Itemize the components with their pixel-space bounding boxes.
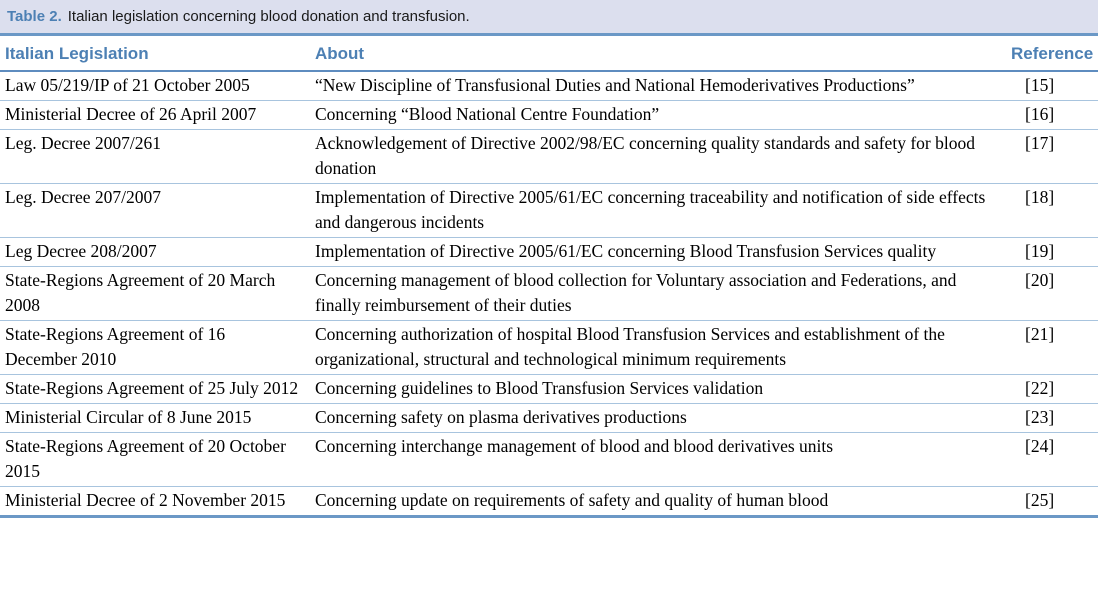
cell-reference: [15] (1011, 71, 1098, 101)
column-header-about: About (311, 36, 1011, 71)
cell-about: Concerning authorization of hospital Blood Transfusion Services and establishment of the organizational, structural and technological minimum requirements (311, 321, 1011, 375)
cell-about: Concerning update on requirements of safety and quality of human blood (315, 490, 829, 510)
cell-about: Concerning management of blood collection for Voluntary association and Federations, and finally reimbursement of their duties (311, 267, 1011, 321)
column-header-reference: Reference (1011, 36, 1098, 71)
legislation-table (0, 36, 1098, 518)
table-row (0, 101, 1098, 130)
column-header-italian-legislation: Italian Legislation (0, 36, 311, 71)
cell-legislation: State-Regions Agreement of 16 December 2010 (0, 321, 311, 375)
table-row (0, 184, 1098, 238)
table-row (0, 321, 1098, 375)
cell-reference: [18] (1011, 184, 1098, 238)
table-row (0, 267, 1098, 321)
table-caption (0, 0, 1098, 36)
cell-reference: [17] (1011, 130, 1098, 184)
cell-reference: [20] (1011, 267, 1098, 321)
table-row (0, 375, 1098, 404)
cell-legislation: Ministerial Circular of 8 June 2015 (0, 404, 311, 433)
cell-about: “New Discipline of Transfusional Duties and National Hemoderivatives Productions” (311, 71, 1011, 101)
cell-legislation: State-Regions Agreement of 20 October 2015 (0, 433, 311, 487)
table-body (0, 71, 1098, 517)
table-row (0, 238, 1098, 267)
table-row (0, 404, 1098, 433)
cell-legislation: Law 05/219/IP of 21 October 2005 (0, 71, 311, 101)
table-row (0, 71, 1098, 101)
cell-about: Implementation of Directive 2005/61/EC concerning traceability and notification of side effects and dangerous incidents (311, 184, 1011, 238)
table-row (0, 130, 1098, 184)
cell-about: Concerning “Blood National Centre Foundation” (311, 101, 1011, 130)
cell-about: Implementation of Directive 2005/61/EC concerning Blood Transfusion Services quality (311, 238, 1011, 267)
cell-reference: [16] (1011, 101, 1098, 130)
cell-reference: [23] (1011, 404, 1098, 433)
cell-legislation: Leg. Decree 2007/261 (0, 130, 311, 184)
cell-legislation: State-Regions Agreement of 25 July 2012 (0, 375, 311, 404)
table-row (0, 433, 1098, 487)
table-caption-text: Italian legislation concerning blood donation and transfusion. (67, 8, 470, 25)
cell-legislation: Ministerial Decree of 2 November 2015 (5, 490, 286, 510)
table-row (0, 487, 1098, 517)
cell-legislation: State-Regions Agreement of 20 March 2008 (0, 267, 311, 321)
cell-about: Acknowledgement of Directive 2002/98/EC concerning quality standards and safety for blood donation (311, 130, 1011, 184)
cell-reference: [24] (1011, 433, 1098, 487)
header-row (0, 36, 1098, 71)
table-caption-label: Table 2. (7, 8, 62, 25)
cell-about: Concerning guidelines to Blood Transfusion Services validation (311, 375, 1011, 404)
cell-about: Concerning safety on plasma derivatives productions (311, 404, 1011, 433)
cell-legislation: Leg. Decree 207/2007 (0, 184, 311, 238)
cell-reference: [21] (1011, 321, 1098, 375)
cell-legislation: Leg Decree 208/2007 (0, 238, 311, 267)
cell-about: Concerning interchange management of blood and blood derivatives units (311, 433, 1011, 487)
cell-legislation: Ministerial Decree of 26 April 2007 (0, 101, 311, 130)
cell-reference: [19] (1011, 238, 1098, 267)
cell-reference: [22] (1011, 375, 1098, 404)
cell-reference: [25] (1025, 490, 1055, 510)
